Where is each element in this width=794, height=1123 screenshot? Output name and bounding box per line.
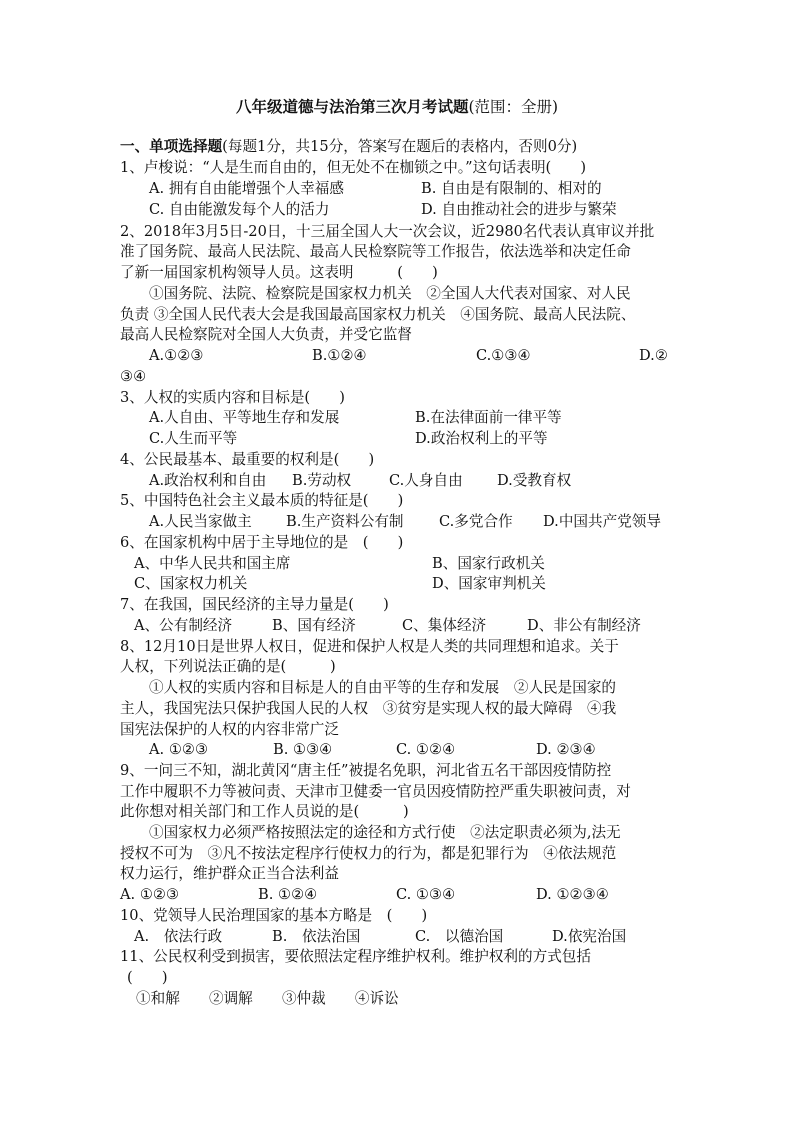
q9-line-2: 工作中履职不力等被问责、天津市卫健委一官员因疫情防控严重失职被问责，对	[120, 783, 631, 800]
q2-line-1: 2、2018年3月5日-20日，十三届全国人大一次会议，近2980名代表认真审议并批	[120, 223, 655, 240]
q5-stem: 5、中国特色社会主义最本质的特征是( )	[120, 492, 404, 509]
q9-option-d: D. ①②③④	[536, 886, 609, 903]
q1-option-c: C. 自由能激发每个人的活力	[149, 201, 330, 218]
q3-option-d: D.政治权利上的平等	[415, 430, 548, 447]
q7-option-b: B、国有经济	[272, 617, 356, 634]
q6-option-d: D、国家审判机关	[432, 575, 546, 592]
q8-statement-1: ①人权的实质内容和目标是人的自由平等的生存和发展 ②人民是国家的	[149, 679, 617, 696]
q8-option-c: C. ①②④	[396, 741, 456, 758]
q10-option-c: C. 以德治国	[415, 928, 504, 945]
q9-statement-2: 授权不可为 ③凡不按法定程序行使权力的行为，都是犯罪行为 ④依法规范	[120, 845, 617, 862]
q7-option-d: D、非公有制经济	[527, 617, 641, 634]
q8-line-1: 8、12月10日是世界人权日，促进和保护人权是人类的共同理想和追求。关于	[120, 638, 619, 655]
q6-option-b: B、国家行政机关	[432, 555, 545, 572]
q1-option-d: D. 自由推动社会的进步与繁荣	[421, 201, 617, 218]
q9-statement-1: ①国家权力必须严格按照法定的途径和方式行使 ②法定职责必须为,法无	[149, 824, 621, 841]
q8-statement-2: 主人，我国宪法只保护我国人民的人权 ③贫穷是实现人权的最大障碍 ④我	[120, 700, 617, 717]
title-scope: (范围：全册)	[468, 98, 559, 116]
q9-statement-3: 权力运行，维护群众正当合法利益	[120, 865, 339, 882]
q1-option-b: B. 自由是有限制的、相对的	[421, 180, 602, 197]
title-main: 八年级道德与法治第三次月考试题	[235, 97, 469, 116]
q9-option-b: B. ①②④	[258, 886, 318, 903]
q7-option-a: A、公有制经济	[134, 617, 233, 634]
q5-option-b: B.生产资料公有制	[286, 513, 404, 530]
q8-line-2: 人权，下列说法正确的是( )	[120, 658, 336, 675]
q8-option-d: D. ②③④	[536, 741, 596, 758]
q2-option-b: B.①②④	[312, 347, 367, 364]
q4-option-a: A.政治权利和自由	[149, 472, 267, 489]
q4-option-b: B.劳动权	[292, 472, 352, 489]
q5-option-a: A.人民当家做主	[149, 513, 252, 530]
section-heading-label: 一、单项选择题	[120, 138, 223, 155]
q2-option-d-cont: ③④	[120, 368, 147, 385]
q5-option-d: D.中国共产党领导	[543, 513, 661, 530]
q1-stem: 1、卢梭说：“人是生而自由的，但无处不在枷锁之中。”这句话表明( )	[120, 159, 587, 176]
q2-statement-2: 负责 ③全国人民代表大会是我国最高国家权力机关 ④国务院、最高人民法院、	[120, 306, 636, 323]
q2-option-a: A.①②③	[149, 347, 204, 364]
q10-option-b: B. 依法治国	[272, 928, 361, 945]
q4-stem: 4、公民最基本、最重要的权利是( )	[120, 451, 375, 468]
q10-option-d: D.依宪治国	[552, 928, 627, 945]
q3-option-c: C.人生而平等	[149, 430, 238, 447]
q11-line-1: 11、公民权利受到损害，要依照法定程序维护权利。维护权利的方式包括	[120, 948, 591, 965]
q3-stem: 3、人权的实质内容和目标是( )	[120, 389, 345, 406]
q9-line-1: 9、一问三不知，湖北黄冈“唐主任”被提名免职，河北省五名干部因疫情防控	[120, 762, 612, 779]
q3-option-b: B.在法律面前一律平等	[415, 409, 562, 426]
q2-option-c: C.①③④	[476, 347, 531, 364]
q10-stem: 10、党领导人民治理国家的基本方略是 ( )	[120, 907, 428, 924]
q4-option-c: C.人身自由	[389, 472, 463, 489]
q11-line-2: ( )	[127, 969, 168, 986]
q6-option-c: C、国家权力机关	[134, 575, 248, 592]
exam-title	[0, 97, 794, 117]
q6-stem: 6、在国家机构中居于主导地位的是 ( )	[120, 534, 404, 551]
q2-line-2: 准了国务院、最高人民法院、最高人民检察院等工作报告，依法选举和决定任命	[120, 243, 631, 260]
q11-options: ①和解 ②调解 ③仲裁 ④诉讼	[136, 990, 399, 1007]
q8-statement-3: 国宪法保护的人权的内容非常广泛	[120, 721, 339, 738]
q3-option-a: A.人自由、平等地生存和发展	[149, 409, 340, 426]
q5-option-c: C.多党合作	[439, 513, 513, 530]
q7-option-c: C、集体经济	[402, 617, 487, 634]
q10-option-a: A. 依法行政	[134, 928, 223, 945]
q8-option-a: A. ①②③	[149, 741, 209, 758]
q2-line-3: 了新一届国家机构领导人员。这表明 ( )	[120, 264, 438, 281]
q9-line-3: 此你想对相关部门和工作人员说的是( )	[120, 803, 409, 820]
q2-statement-1: ①国务院、法院、检察院是国家权力机关 ②全国人大代表对国家、对人民	[149, 285, 631, 302]
q9-option-a: A. ①②③	[120, 886, 180, 903]
q8-option-b: B. ①③④	[273, 741, 333, 758]
q2-statement-3: 最高人民检察院对全国人大负责，并受它监督	[120, 326, 412, 343]
q9-option-c: C. ①③④	[396, 886, 456, 903]
q7-stem: 7、在我国，国民经济的主导力量是( )	[120, 596, 389, 613]
q6-option-a: A、中华人民共和国主席	[134, 555, 291, 572]
section-heading	[120, 137, 577, 157]
q4-option-d: D.受教育权	[497, 472, 572, 489]
q2-option-d: D.②	[639, 347, 668, 364]
q1-option-a: A. 拥有自由能增强个人幸福感	[149, 180, 344, 197]
section-note: (每题1分，共15分，答案写在题后的表格内，否则0分)	[222, 138, 578, 155]
